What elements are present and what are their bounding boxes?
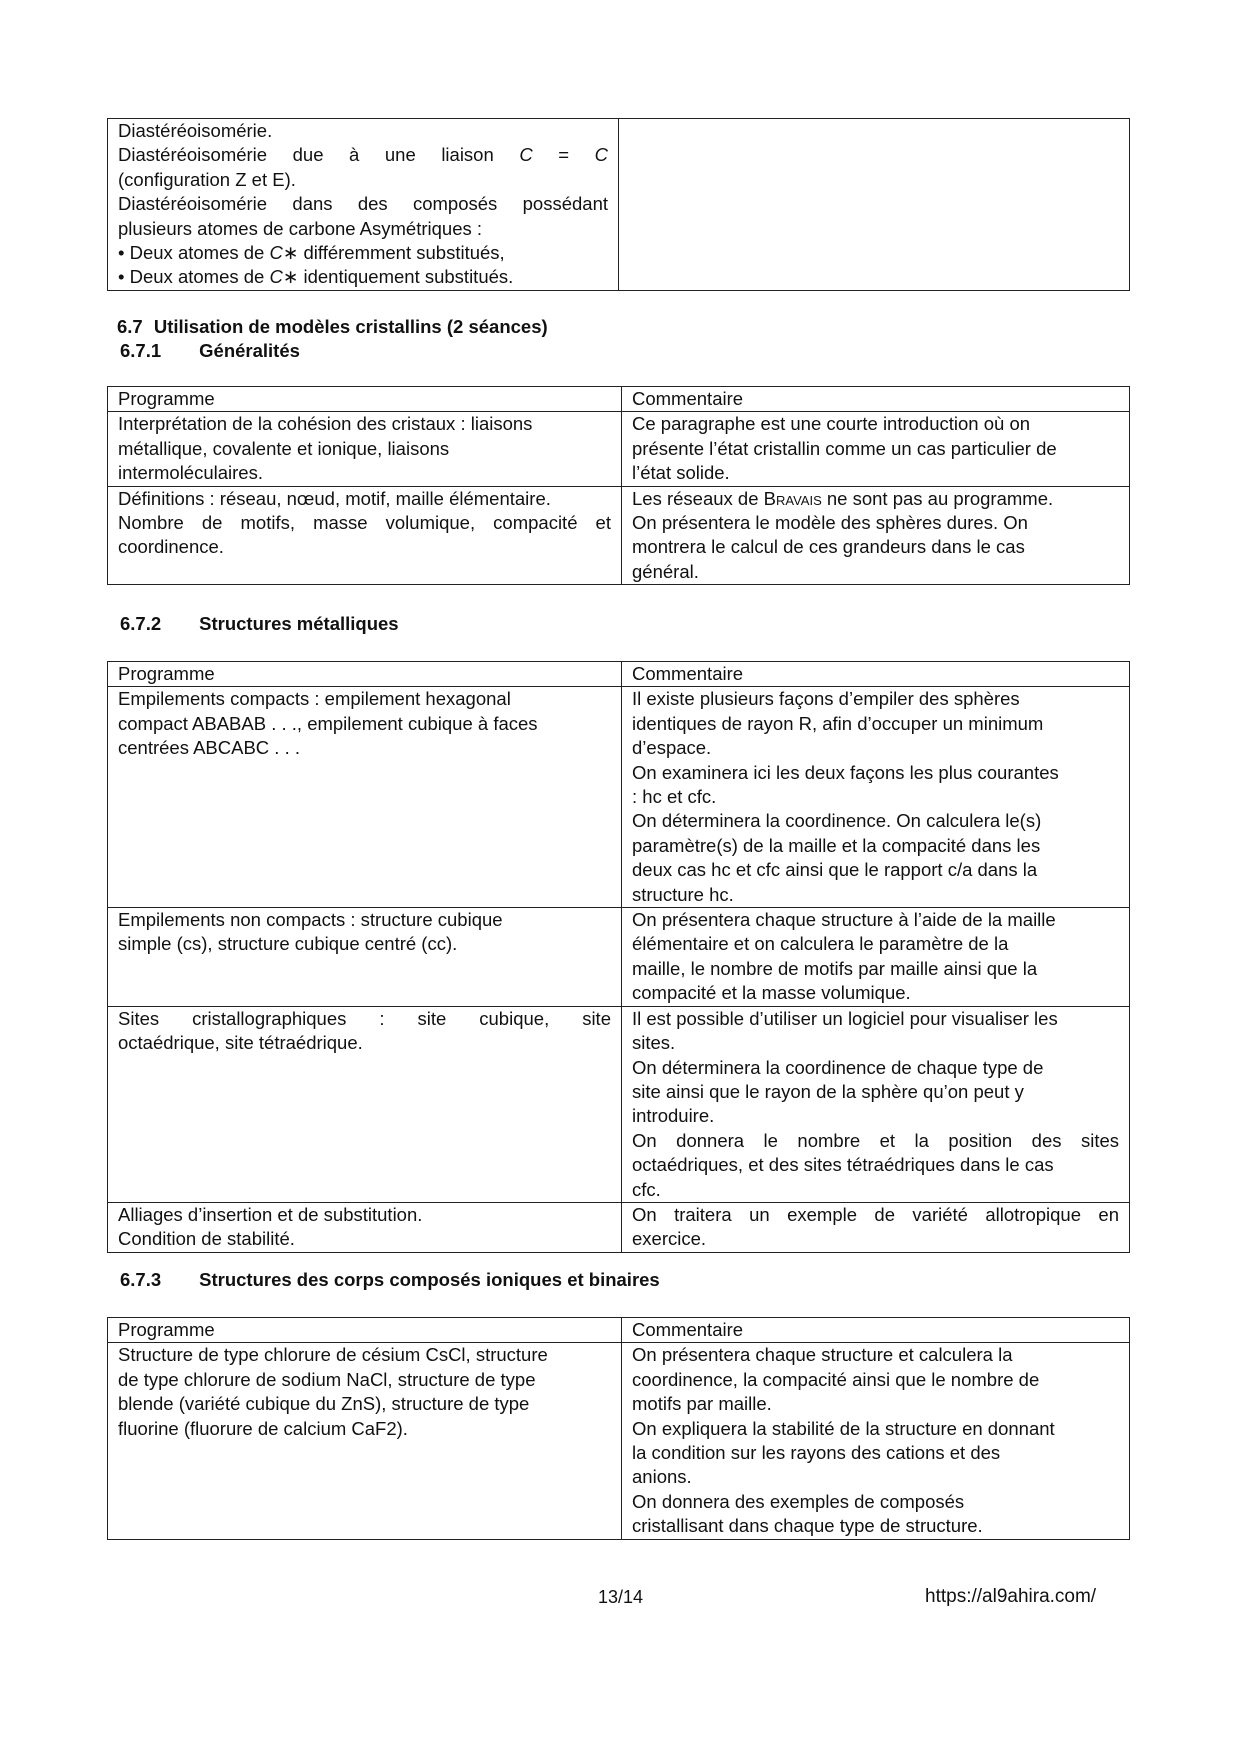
footer-url[interactable]: https://al9ahira.com/ (925, 1586, 1097, 1607)
page-number: 13/14 (598, 1587, 644, 1607)
text-line: deux cas hc et cfc ainsi que le rapport c/a dans la (632, 859, 1038, 881)
text-line: Il est possible d’utiliser un logiciel pour visualiser les (632, 1007, 1058, 1029)
top-table-right-cell (619, 119, 1130, 291)
programme-cell (108, 908, 622, 1007)
programme-cell (108, 1006, 622, 1202)
commentaire-cell (622, 1202, 1130, 1252)
text-line: centrées ABCABC . . . (118, 737, 300, 759)
text-line: Structure de type chlorure de césium CsCl, structure (118, 1344, 548, 1366)
text-line: On déterminera la coordinence de chaque type de (632, 1056, 1044, 1078)
section-title: Structures des corps composés ioniques et binaires (199, 1269, 660, 1290)
text-fragment: Les réseaux de (632, 487, 764, 509)
text-line: exercice. (632, 1228, 707, 1250)
top-table-left-cell (108, 119, 619, 291)
text-line: compact ABABAB . . ., empilement cubique à faces (118, 712, 538, 734)
text-line: coordinence. (118, 536, 224, 558)
text-line: identiques de rayon R, afin d’occuper un minimum (632, 712, 1044, 734)
text-line: On traitera un exemple de variété allotropique en (632, 1203, 1119, 1225)
text-line: métallique, covalente et ionique, liaisons (118, 437, 450, 459)
text-line: d’espace. (632, 737, 712, 759)
text-line: On donnera le nombre et la position des sites (632, 1129, 1119, 1151)
section-number: 6.7.1 (120, 340, 162, 361)
text-line: site ainsi que le rayon de la sphère qu’on peut y (632, 1080, 1024, 1102)
text-line: cfc. (632, 1178, 661, 1200)
text-line: Alliages d’insertion et de substitution. (118, 1203, 423, 1225)
text-line: (configuration Z et E). (118, 168, 296, 190)
text-line: motifs par maille. (632, 1393, 772, 1415)
text-line: Définitions : réseau, nœud, motif, maille élémentaire. (118, 487, 551, 509)
text-line: : hc et cfc. (632, 786, 717, 808)
text-line: Ce paragraphe est une courte introduction où on (632, 413, 1031, 435)
commentaire-cell (622, 908, 1130, 1007)
section-number: 6.7 (117, 316, 143, 337)
programme-cell (108, 486, 622, 585)
text-line: Nombre de motifs, masse volumique, compacité et (118, 512, 611, 534)
commentaire-cell (622, 1006, 1130, 1202)
text-line: la condition sur les rayons des cations et des (632, 1442, 1001, 1464)
text-line: intermoléculaires. (118, 462, 263, 484)
table-generalites (107, 386, 1130, 585)
text-line: simple (cs), structure cubique centré (cc). (118, 933, 458, 955)
header-commentaire: Commentaire (622, 662, 1130, 687)
programme-cell (108, 1202, 622, 1252)
text-line: présente l’état cristallin comme un cas particulier de (632, 437, 1057, 459)
section-heading-6-7-1 (120, 339, 300, 363)
text-line: fluorine (fluorure de calcium CaF2). (118, 1417, 408, 1439)
author-name: Bravais (763, 487, 822, 509)
table-structures-ioniques (107, 1317, 1130, 1540)
text-fragment: ne sont pas au programme. (821, 487, 1054, 509)
text-line: plusieurs atomes de carbone Asymétriques : (118, 217, 483, 239)
text-line: Sites cristallographiques : site cubique, site (118, 1007, 611, 1029)
programme-cell (108, 412, 622, 486)
text-line: introduire. (632, 1105, 715, 1127)
text-line: • Deux atomes de C∗ différemment substitués, (118, 242, 505, 264)
header-programme: Programme (108, 662, 622, 687)
section-title: Utilisation de modèles cristallins (2 séances) (153, 316, 548, 337)
text-line: On donnera des exemples de composés (632, 1490, 965, 1512)
programme-cell (108, 1343, 622, 1539)
text-line: On examinera ici les deux façons les plus courantes (632, 761, 1059, 783)
header-programme: Programme (108, 387, 622, 412)
text-line: Diastéréoisomérie due à une liaison C = C (118, 144, 608, 166)
text-line: l’état solide. (632, 462, 730, 484)
commentaire-cell (622, 412, 1130, 486)
header-programme: Programme (108, 1318, 622, 1343)
text-line: Diastéréoisomérie dans des composés possédant (118, 193, 608, 215)
text-line: Empilements compacts : empilement hexagonal (118, 688, 511, 710)
top-table (107, 118, 1130, 291)
text-line: maille, le nombre de motifs par maille ainsi que la (632, 957, 1038, 979)
text-line: montrera le calcul de ces grandeurs dans le cas (632, 536, 1025, 558)
text-line: cristallisant dans chaque type de structure. (632, 1515, 983, 1537)
text-line: général. (632, 560, 699, 582)
text-line: On présentera chaque structure à l’aide de la maille (632, 909, 1056, 931)
text-line: • Deux atomes de C∗ identiquement substitués. (118, 266, 514, 288)
section-heading-6-7 (117, 315, 548, 339)
text-line: élémentaire et on calculera le paramètre de la (632, 933, 1009, 955)
text-line: On présentera chaque structure et calculera la (632, 1344, 1013, 1366)
text-line: On expliquera la stabilité de la structure en donnant (632, 1417, 1055, 1439)
text-line: coordinence, la compacité ainsi que le nombre de (632, 1368, 1040, 1390)
text-line: octaédriques, et des sites tétraédriques dans le cas (632, 1154, 1054, 1176)
text-line: blende (variété cubique du ZnS), structure de type (118, 1393, 530, 1415)
section-number: 6.7.2 (120, 613, 162, 634)
commentaire-cell (622, 687, 1130, 908)
text-line: de type chlorure de sodium NaCl, structure de type (118, 1368, 536, 1390)
text-line: Interprétation de la cohésion des cristaux : liaisons (118, 413, 533, 435)
text-line (632, 487, 1119, 511)
text-line: compacité et la masse volumique. (632, 982, 911, 1004)
text-line: structure hc. (632, 883, 734, 905)
text-line: anions. (632, 1466, 692, 1488)
section-title: Structures métalliques (199, 613, 399, 634)
header-commentaire: Commentaire (622, 387, 1130, 412)
programme-cell (108, 687, 622, 908)
text-line: octaédrique, site tétraédrique. (118, 1032, 363, 1054)
text-line: paramètre(s) de la maille et la compacité dans les (632, 834, 1041, 856)
text-line: Empilements non compacts : structure cubique (118, 909, 503, 931)
text-line: Condition de stabilité. (118, 1228, 295, 1250)
section-heading-6-7-2 (120, 612, 399, 636)
section-heading-6-7-3 (120, 1268, 660, 1292)
text-line: sites. (632, 1032, 676, 1054)
header-commentaire: Commentaire (622, 1318, 1130, 1343)
section-number: 6.7.3 (120, 1269, 162, 1290)
text-line: Il existe plusieurs façons d’empiler des sphères (632, 688, 1020, 710)
commentaire-cell (622, 486, 1130, 585)
text-line: Diastéréoisomérie. (118, 120, 273, 141)
section-title: Généralités (199, 340, 300, 361)
commentaire-cell (622, 1343, 1130, 1539)
text-line: On présentera le modèle des sphères dures. On (632, 512, 1028, 534)
text-line: On déterminera la coordinence. On calculera le(s) (632, 810, 1042, 832)
table-structures-metalliques (107, 661, 1130, 1253)
